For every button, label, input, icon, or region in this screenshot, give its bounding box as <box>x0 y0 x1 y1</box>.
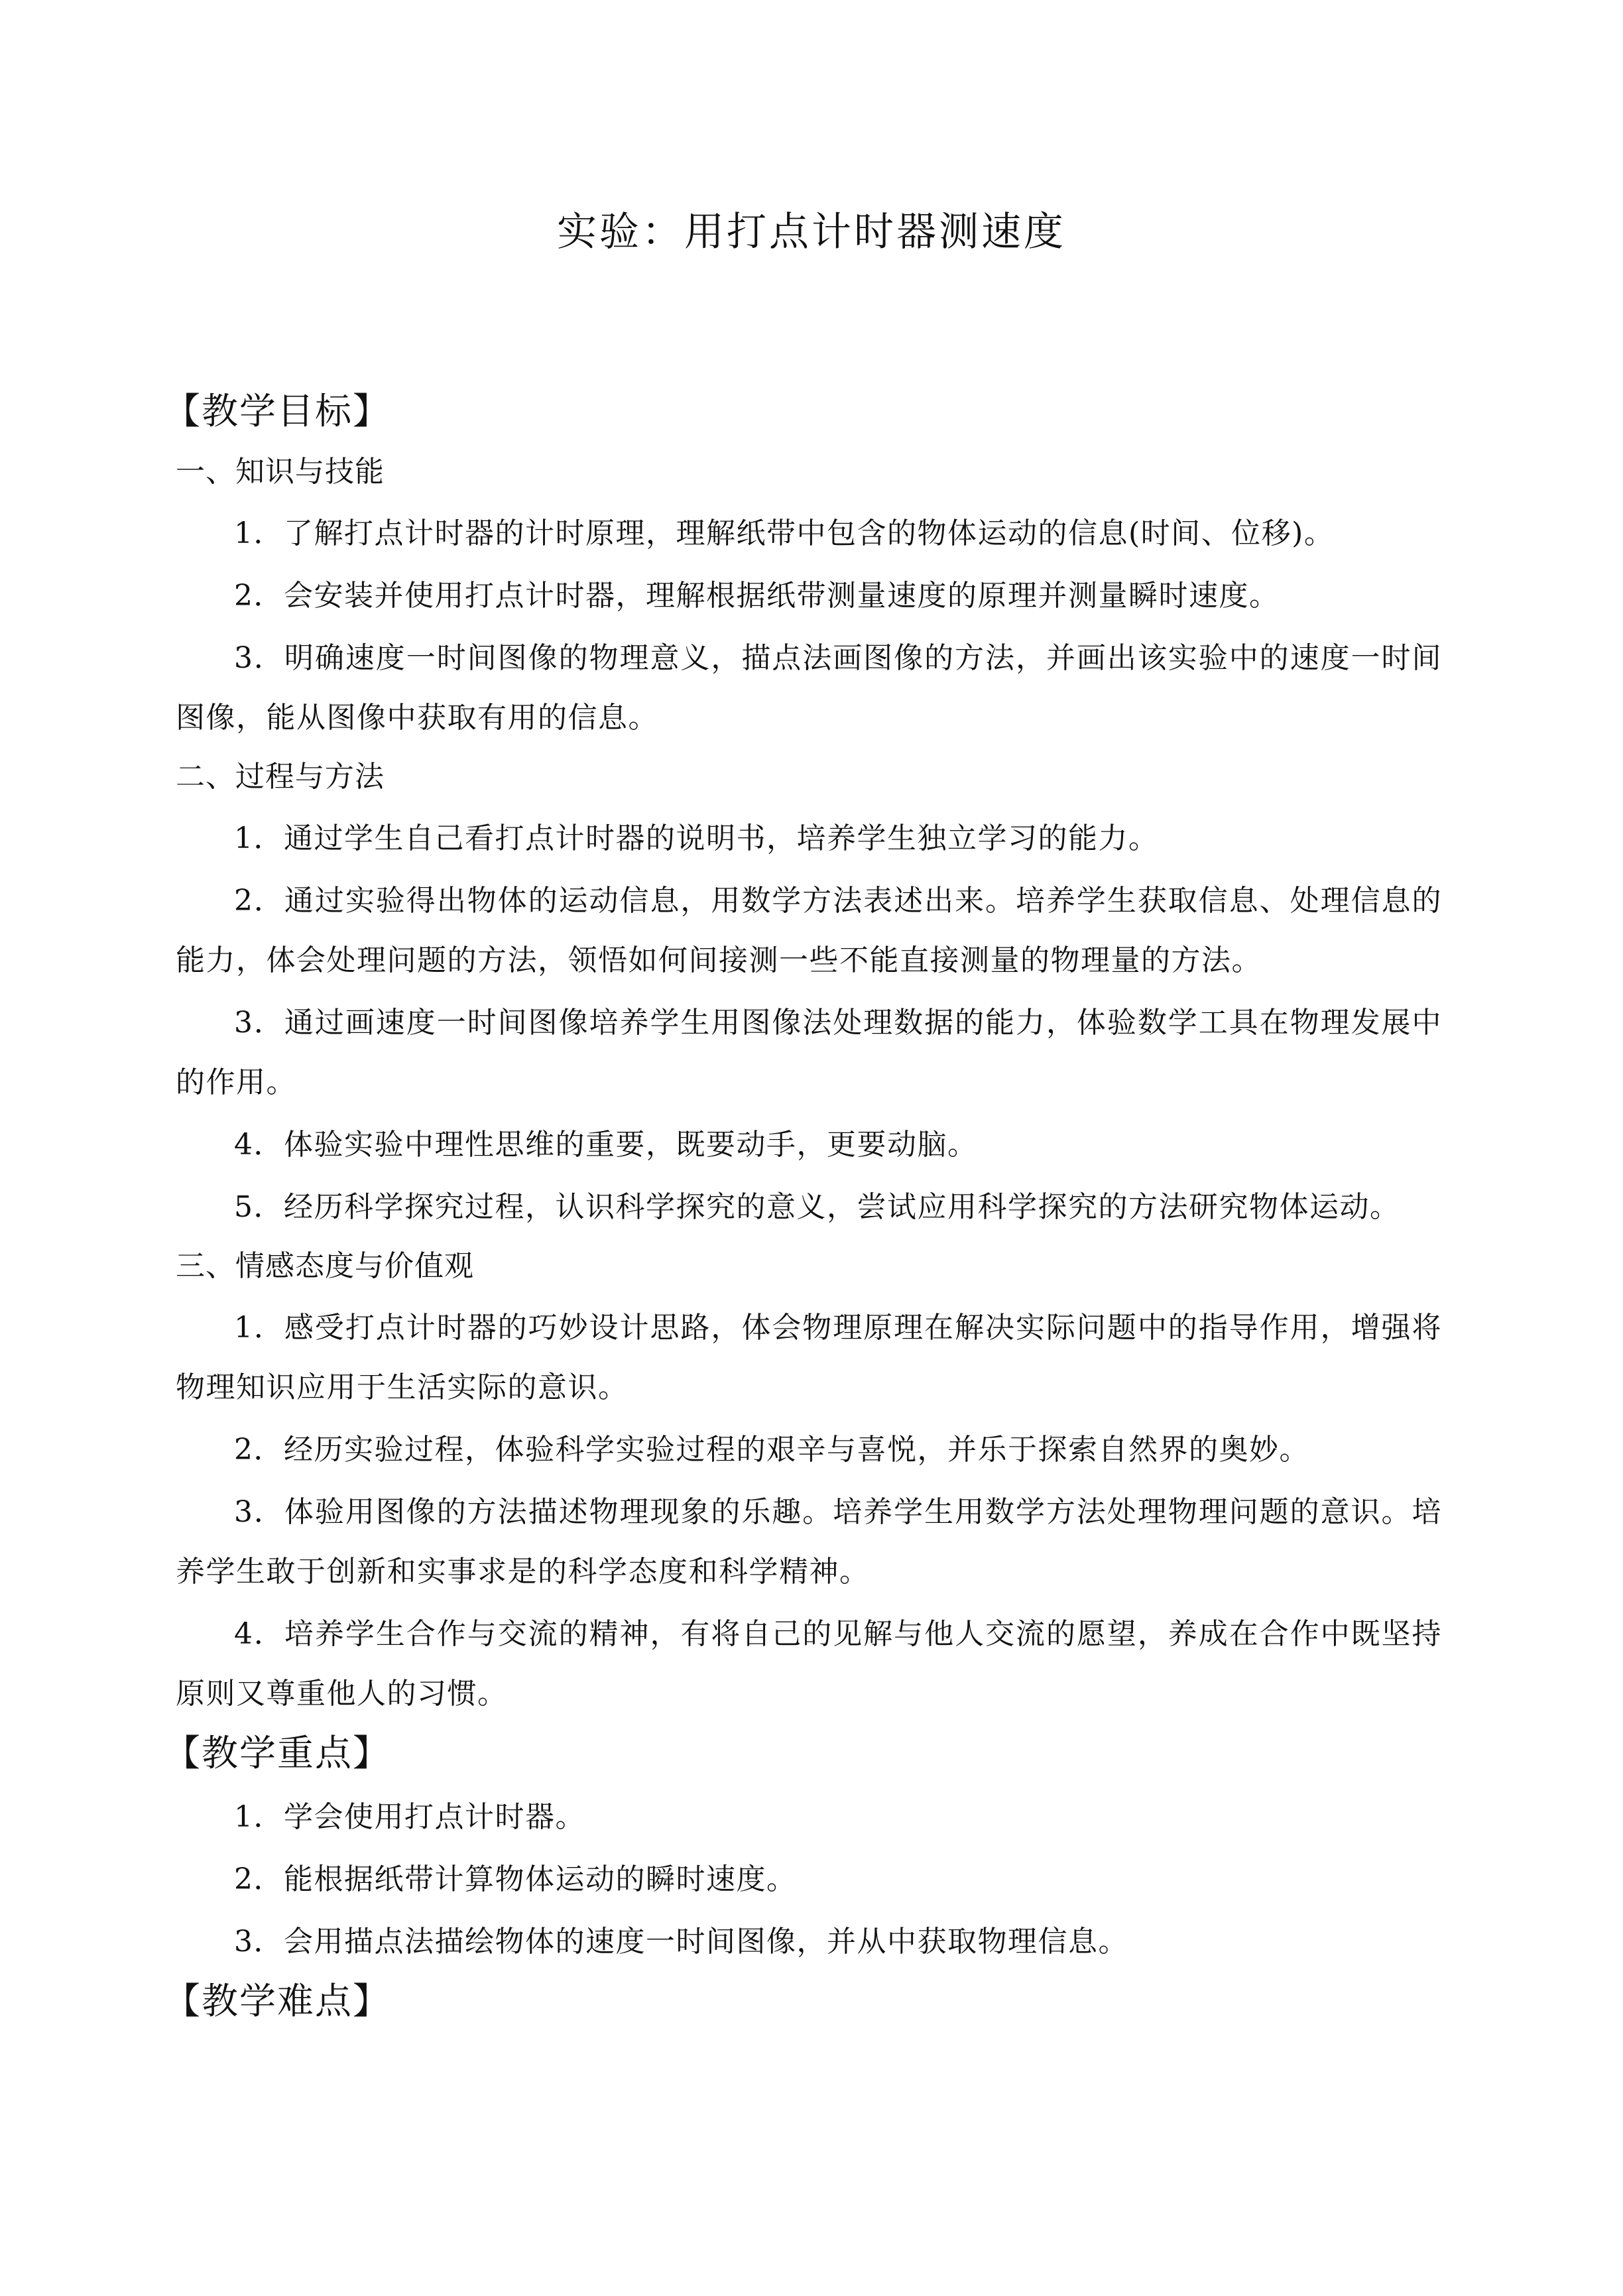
paragraph: 2．能根据纸带计算物体运动的瞬时速度。 <box>234 1862 797 1896</box>
paragraph: 3．体验用图像的方法描述物理现象的乐趣。培养学生用数学方法处理物理问题的意识。培养学生敢于创新和实事求是的科学态度和科学精神。 <box>176 1495 1442 1589</box>
paragraph: 3．明确速度一时间图像的物理意义，描点法画图像的方法，并画出该实验中的速度一时间图像，能从图像中获取有用的信息。 <box>176 641 1442 735</box>
paragraph: 2．会安装并使用打点计时器，理解根据纸带测量速度的原理并测量瞬时速度。 <box>234 579 1280 613</box>
paragraph: 4．体验实验中理性思维的重要，既要动手，更要动脑。 <box>234 1128 978 1162</box>
paragraph: 1．学会使用打点计时器。 <box>234 1800 585 1834</box>
section-heading-key-points: 【教学重点】 <box>164 1732 391 1774</box>
subheading-knowledge-skills: 一、知识与技能 <box>176 455 385 489</box>
page-title: 实验：用打点计时器测速度 <box>557 209 1066 255</box>
document-body <box>164 385 1442 2035</box>
paragraph: 2．通过实验得出物体的运动信息，用数学方法表述出来。培养学生获取信息、处理信息的能力，体会处理问题的方法，领悟如何间接测一些不能直接测量的物理量的方法。 <box>176 884 1442 977</box>
subheading-process-methods: 二、过程与方法 <box>176 760 385 794</box>
paragraph: 5．经历科学探究过程，认识科学探究的意义，尝试应用科学探究的方法研究物体运动。 <box>234 1190 1400 1224</box>
paragraph: 1．了解打点计时器的计时原理，理解纸带中包含的物体运动的信息(时间、位移)。 <box>234 516 1335 550</box>
paragraph: 1．通过学生自己看打点计时器的说明书，培养学生独立学习的能力。 <box>234 821 1159 855</box>
section-heading-objectives: 【教学目标】 <box>164 390 391 432</box>
paragraph: 4．培养学生合作与交流的精神，有将自己的见解与他人交流的愿望，养成在合作中既坚持原则又尊重他人的习惯。 <box>176 1617 1442 1711</box>
paragraph: 1．感受打点计时器的巧妙设计思路，体会物理原理在解决实际问题中的指导作用，增强将物理知识应用于生活实际的意识。 <box>176 1311 1442 1404</box>
paragraph: 3．会用描点法描绘物体的速度一时间图像，并从中获取物理信息。 <box>234 1925 1128 1959</box>
paragraph: 3．通过画速度一时间图像培养学生用图像法处理数据的能力，体验数学工具在物理发展中的作用。 <box>176 1006 1442 1099</box>
subheading-attitude-values: 三、情感态度与价值观 <box>176 1249 474 1283</box>
paragraph: 2．经历实验过程，体验科学实验过程的艰辛与喜悦，并乐于探索自然界的奥妙。 <box>234 1433 1309 1467</box>
section-heading-difficulties: 【教学难点】 <box>164 1980 391 2022</box>
